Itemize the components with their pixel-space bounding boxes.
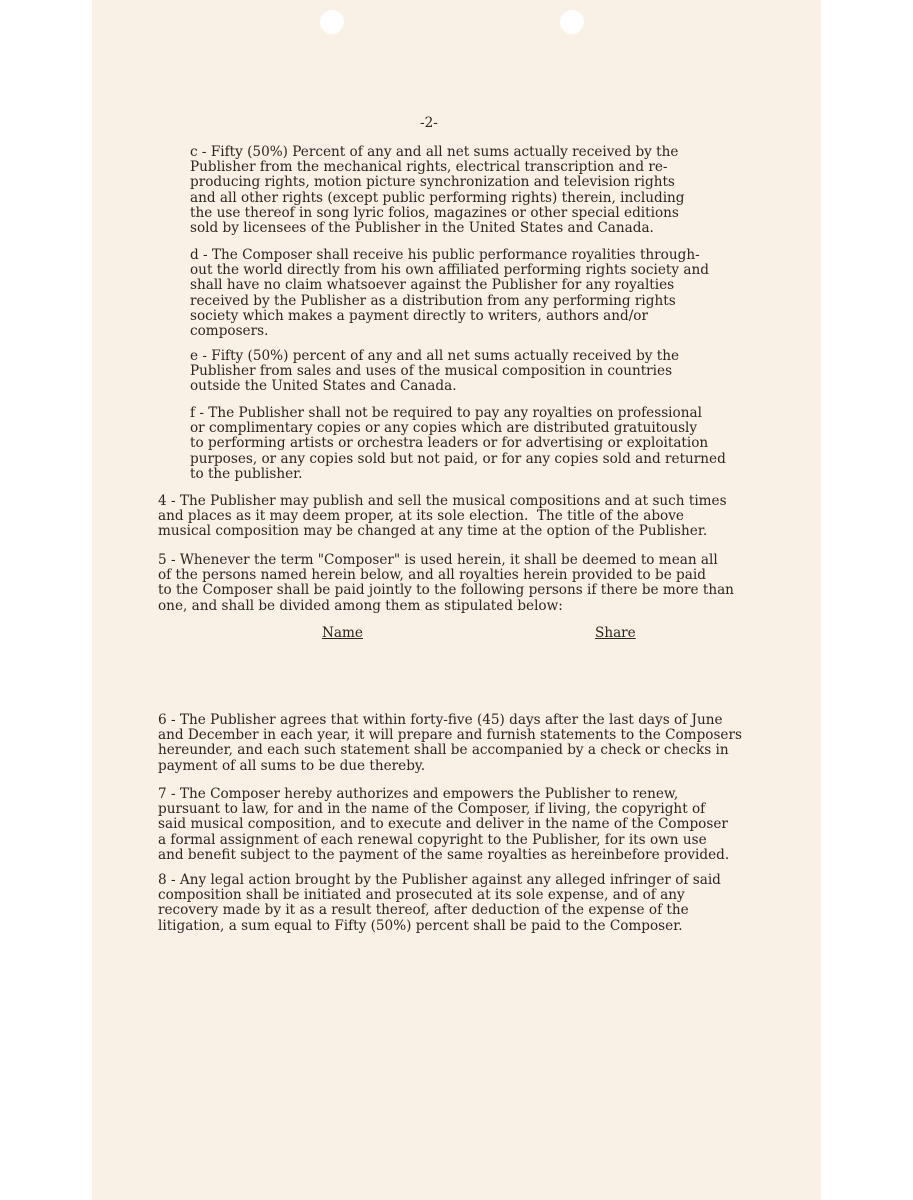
clause-5: 5 - Whenever the term "Composer" is used herein, it shall be deemed to mean all of the persons named herein below, and all royalties herein provided to be paid to the Composer shall be paid jointly to the following persons if there be more than one, and shall be divided among them as stipulated below: <box>158 552 734 614</box>
page-number: -2- <box>420 115 438 131</box>
clause-f: f - The Publisher shall not be required to pay any royalties on professional or complimentary copies or any copies which are distributed gratuitously to performing artists or orchestra leaders or for advertising or exploitation purposes, or any copies sold but not paid, or for any copies sold and returned to the publisher. <box>190 405 726 482</box>
clause-e: e - Fifty (50%) percent of any and all net sums actually received by the Publisher from sales and uses of the musical composition in countries outside the United States and Canada. <box>190 348 680 395</box>
clause-7: 7 - The Composer hereby authorizes and empowers the Publisher to renew, pursuant to law, for and in the name of the Composer, if living, the copyright of said musical composition, and to execute and deliver in the name of the Composer a formal assignment of each renewal copyright to the Publisher, for its own use and benefit subject to the payment of the same royalties as hereinbefore provided. <box>158 786 730 863</box>
clause-6: 6 - The Publisher agrees that within forty-five (45) days after the last days of June and December in each year, it will prepare and furnish statements to the Composers hereunder, and each such statement shall be accompanied by a check or checks in payment of all sums to be due thereby. <box>158 712 742 774</box>
punch-hole <box>320 10 344 34</box>
clause-4: 4 - The Publisher may publish and sell the musical compositions and at such times and places as it may deem proper, at its sole election. The title of the above musical composition may be changed at any time at the option of the Publisher. <box>158 493 727 540</box>
punch-hole <box>560 10 584 34</box>
clause-8: 8 - Any legal action brought by the Publisher against any alleged infringer of said composition shall be initiated and prosecuted at its sole expense, and of any recovery made by it as a result thereof, after deduction of the expense of the litigation, a sum equal to Fifty (50%) percent shall be paid to the Composer. <box>158 872 721 934</box>
document-page <box>92 0 821 1200</box>
clause-c: c - Fifty (50%) Percent of any and all net sums actually received by the Publisher from the mechanical rights, electrical transcription and re- producing rights, motion picture synchronization and television rights and all other rights (except public performing rights) therein, including the use thereof in song lyric folios, magazines or other special editions sold by licensees of the Publisher in the United States and Canada. <box>190 144 685 237</box>
share-column-heading: Share <box>595 625 636 641</box>
clause-d: d - The Composer shall receive his public performance royalities through- out the world directly from his own affiliated performing rights society and shall have no claim whatsoever against the Publisher for any royalties received by the Publisher as a distribution from any performing rights society which makes a payment directly to writers, authors and/or composers. <box>190 247 709 340</box>
name-column-heading: Name <box>322 625 363 641</box>
